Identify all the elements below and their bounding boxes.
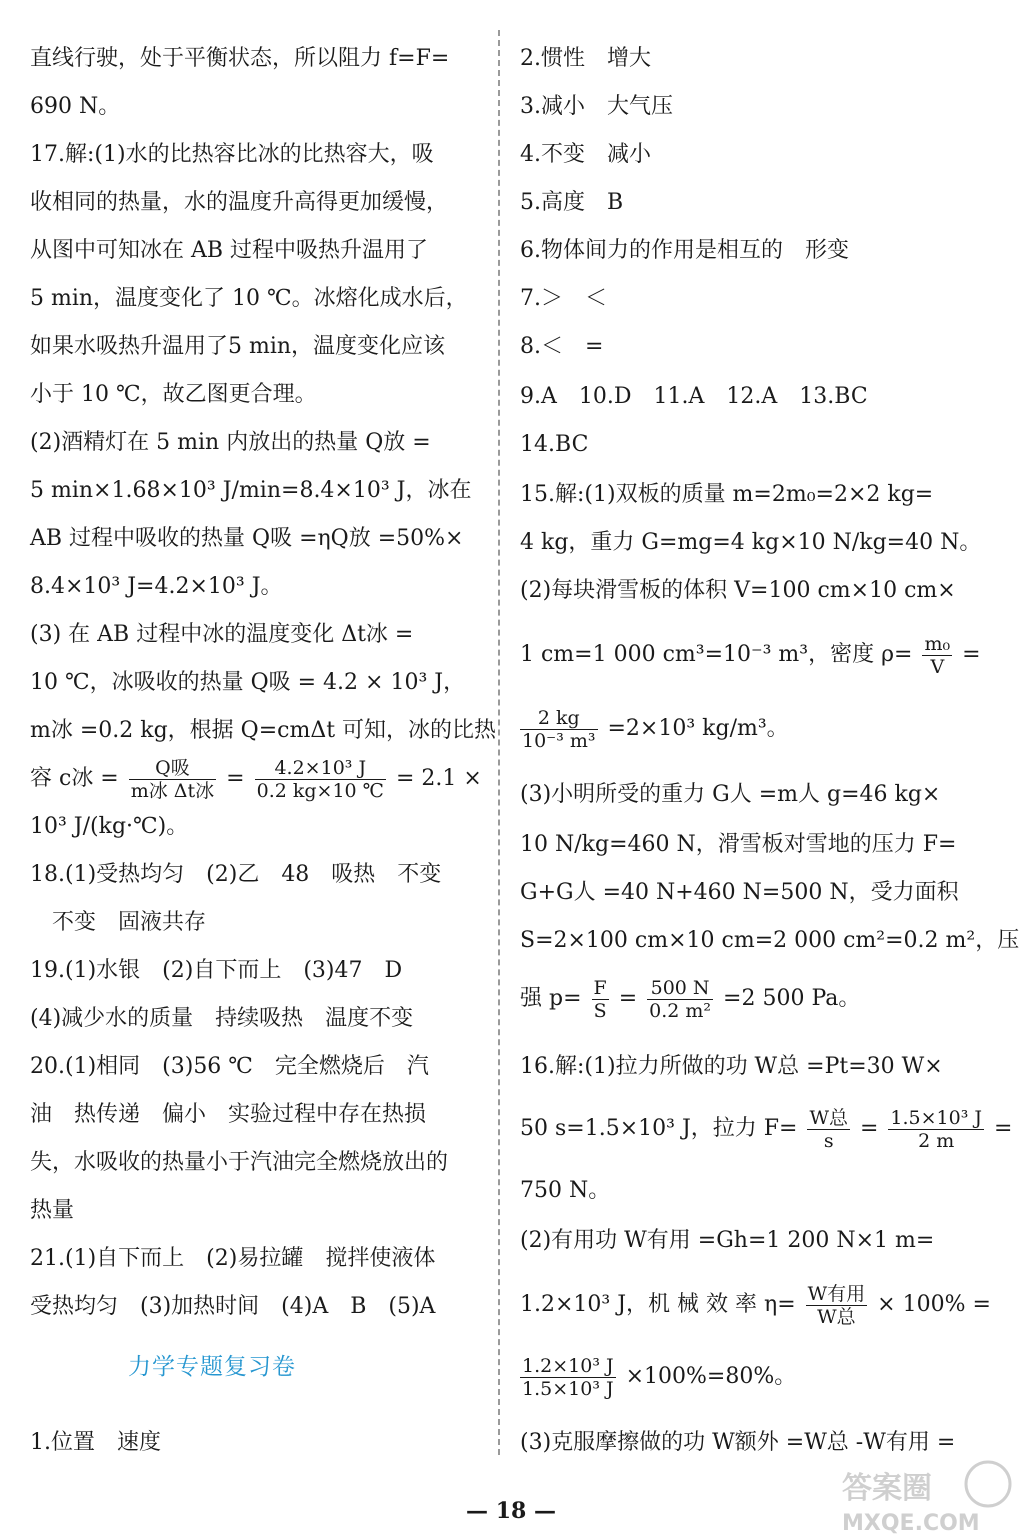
text-fragment: 1 cm=1 000 cm³=10⁻³ m³，密度 ρ=: [520, 642, 913, 667]
formula-line: [520, 1278, 991, 1332]
text-line: 5 min×1.68×10³ J/min=8.4×10³ J，冰在: [30, 478, 472, 503]
text-line: 如果水吸热升温用了5 min，温度变化应该: [30, 334, 446, 359]
text-line: 10 ℃，冰吸收的热量 Q吸 = 4.2 × 10³ J，: [30, 670, 466, 695]
text-fragment: =2 500 Pa。: [723, 986, 861, 1011]
text-line: (2)酒精灯在 5 min 内放出的热量 Q放 =: [30, 430, 431, 455]
watermark-circle: [966, 1462, 1010, 1506]
page-number: — 18 —: [466, 1498, 556, 1524]
text-line: 热量: [30, 1198, 75, 1223]
denominator: V: [930, 655, 945, 678]
text-line: S=2×100 cm×10 cm=2 000 cm²=0.2 m²，压: [520, 928, 1020, 953]
text-line: 从图中可知冰在 AB 过程中吸热升温用了: [30, 238, 429, 263]
numerator: Q吸: [129, 757, 216, 780]
text-line: AB 过程中吸收的热量 Q吸 =ηQ放 =50%×: [30, 526, 464, 551]
fraction: [592, 977, 609, 1022]
text-line: 7.＞ ＜: [520, 286, 607, 311]
text-fragment: =2×10³ kg/m³。: [607, 716, 789, 741]
text-line: (3)小明所受的重力 G人 =m人 g=46 kg×: [520, 782, 941, 807]
text-line: 受热均匀 (3)加热时间 (4)A B (5)A: [30, 1294, 436, 1319]
text-line: 失，水吸收的热量小于汽油完全燃烧放出的: [30, 1150, 449, 1175]
text-line: 10³ J/(kg·℃)。: [30, 814, 189, 839]
denominator: W总: [817, 1305, 856, 1328]
fraction: [806, 1283, 868, 1328]
text-line: 4.不变 减小: [520, 142, 651, 167]
denominator: 1.5×10³ J: [522, 1377, 614, 1400]
denominator: 10⁻³ m³: [522, 729, 596, 752]
text-line: m冰 =0.2 kg，根据 Q=cmΔt 可知，冰的比热: [30, 718, 497, 743]
text-line: G+G人 =40 N+460 N=500 N，受力面积: [520, 880, 959, 905]
numerator: 2 kg: [520, 707, 598, 730]
fraction: [520, 1355, 616, 1400]
formula-line: [520, 628, 981, 682]
watermark-text: MXQE.COM: [842, 1511, 980, 1536]
text-line: 9.A 10.D 11.A 12.A 13.BC: [520, 384, 868, 409]
numerator: W有用: [807, 1282, 866, 1305]
equals-sign: =: [618, 986, 638, 1011]
text-line: 5.高度 B: [520, 190, 624, 215]
formula-line: [520, 702, 789, 756]
text-fragment: 强 p=: [520, 986, 582, 1011]
text-line: 19.(1)水银 (2)自下而上 (3)47 D: [30, 958, 403, 983]
text-fragment: =: [962, 642, 981, 667]
text-line: (3) 在 AB 过程中冰的温度变化 Δt冰 =: [30, 622, 414, 647]
text-line: (2)每块滑雪板的体积 V=100 cm×10 cm×: [520, 578, 956, 603]
numerator: F: [593, 976, 607, 999]
text-line: 直线行驶，处于平衡状态，所以阻力 f=F=: [30, 46, 450, 71]
text-line: 8.4×10³ J=4.2×10³ J。: [30, 574, 283, 599]
watermark-glyphs: 答案圈: [842, 1471, 932, 1506]
numerator: 1.2×10³ J: [522, 1354, 614, 1377]
text-fragment: 容 c冰 =: [30, 766, 119, 791]
section-title: 力学专题复习卷: [128, 1354, 296, 1380]
text-fragment: × 100% =: [877, 1292, 991, 1317]
text-fragment: 50 s=1.5×10³ J，拉力 F=: [520, 1116, 798, 1141]
text-line: 20.(1)相同 (3)56 ℃ 完全燃烧后 汽: [30, 1054, 429, 1079]
denominator: 0.2 m²: [649, 999, 712, 1022]
text-line: 17.解:(1)水的比热容比冰的比热容大，吸: [30, 142, 434, 167]
text-line: 21.(1)自下而上 (2)易拉罐 搅拌使液体: [30, 1246, 436, 1271]
text-fragment: 1.2×10³ J，机 械 效 率 η=: [520, 1292, 796, 1317]
text-line: 3.减小 大气压: [520, 94, 673, 119]
text-line: 5 min，温度变化了 10 ℃。冰熔化成水后，: [30, 286, 468, 311]
text-line: 6.物体间力的作用是相互的 形变: [520, 238, 849, 263]
denominator: 0.2 kg×10 ℃: [256, 779, 384, 802]
text-line: 4 kg，重力 G=mg=4 kg×10 N/kg=40 N。: [520, 530, 982, 555]
fraction: [255, 757, 386, 802]
text-fragment: =: [994, 1116, 1013, 1141]
denominator: m冰 Δt冰: [130, 779, 215, 802]
formula-line: [520, 1102, 1012, 1156]
text-fragment: = 2.1 ×: [395, 766, 482, 791]
numerator: 500 N: [647, 977, 713, 1000]
fraction: [888, 1107, 984, 1152]
fraction: [922, 633, 952, 678]
text-line: 15.解:(1)双板的质量 m=2m₀=2×2 kg=: [520, 482, 934, 507]
denominator: S: [593, 999, 607, 1022]
text-line: 750 N。: [520, 1178, 611, 1203]
watermark-logo: [838, 1458, 1018, 1536]
fraction: [129, 757, 216, 802]
denominator: 2 m: [918, 1129, 955, 1152]
column-divider: [498, 30, 500, 1455]
equals-sign: =: [859, 1116, 879, 1141]
text-line: 1.位置 速度: [30, 1430, 161, 1455]
text-line: 14.BC: [520, 432, 589, 457]
text-line: 收相同的热量，水的温度升高得更加缓慢，: [30, 190, 449, 215]
fraction: [807, 1107, 850, 1152]
text-line: 2.惯性 增大: [520, 46, 651, 71]
text-line: 不变 固液共存: [30, 910, 207, 935]
text-line: (2)有用功 W有用 =Gh=1 200 N×1 m=: [520, 1228, 935, 1253]
numerator: 4.2×10³ J: [255, 757, 386, 780]
numerator: W总: [809, 1106, 848, 1129]
text-line: (3)克服摩擦做的功 W额外 =W总 -W有用 =: [520, 1430, 956, 1455]
denominator: s: [823, 1129, 834, 1152]
text-line: 16.解:(1)拉力所做的功 W总 =Pt=30 W×: [520, 1054, 943, 1079]
text-line: 10 N/kg=460 N，滑雪板对雪地的压力 F=: [520, 832, 957, 857]
text-line: 18.(1)受热均匀 (2)乙 48 吸热 不变: [30, 862, 442, 887]
numerator: 1.5×10³ J: [890, 1106, 983, 1129]
formula-line: [520, 972, 860, 1026]
fraction: [647, 977, 713, 1022]
text-line: 油 热传递 偏小 实验过程中存在热损: [30, 1102, 427, 1127]
text-line: 小于 10 ℃，故乙图更合理。: [30, 382, 317, 407]
text-line: (4)减少水的质量 持续吸热 温度不变: [30, 1006, 414, 1031]
numerator: m₀: [924, 632, 951, 655]
text-fragment: ×100%=80%。: [625, 1364, 797, 1389]
text-line: 8.＜ =: [520, 334, 604, 359]
equals-sign: =: [226, 766, 245, 791]
fraction: [520, 707, 598, 752]
formula-line: [30, 752, 482, 806]
formula-line: [520, 1350, 796, 1404]
text-line: 690 N。: [30, 94, 121, 119]
